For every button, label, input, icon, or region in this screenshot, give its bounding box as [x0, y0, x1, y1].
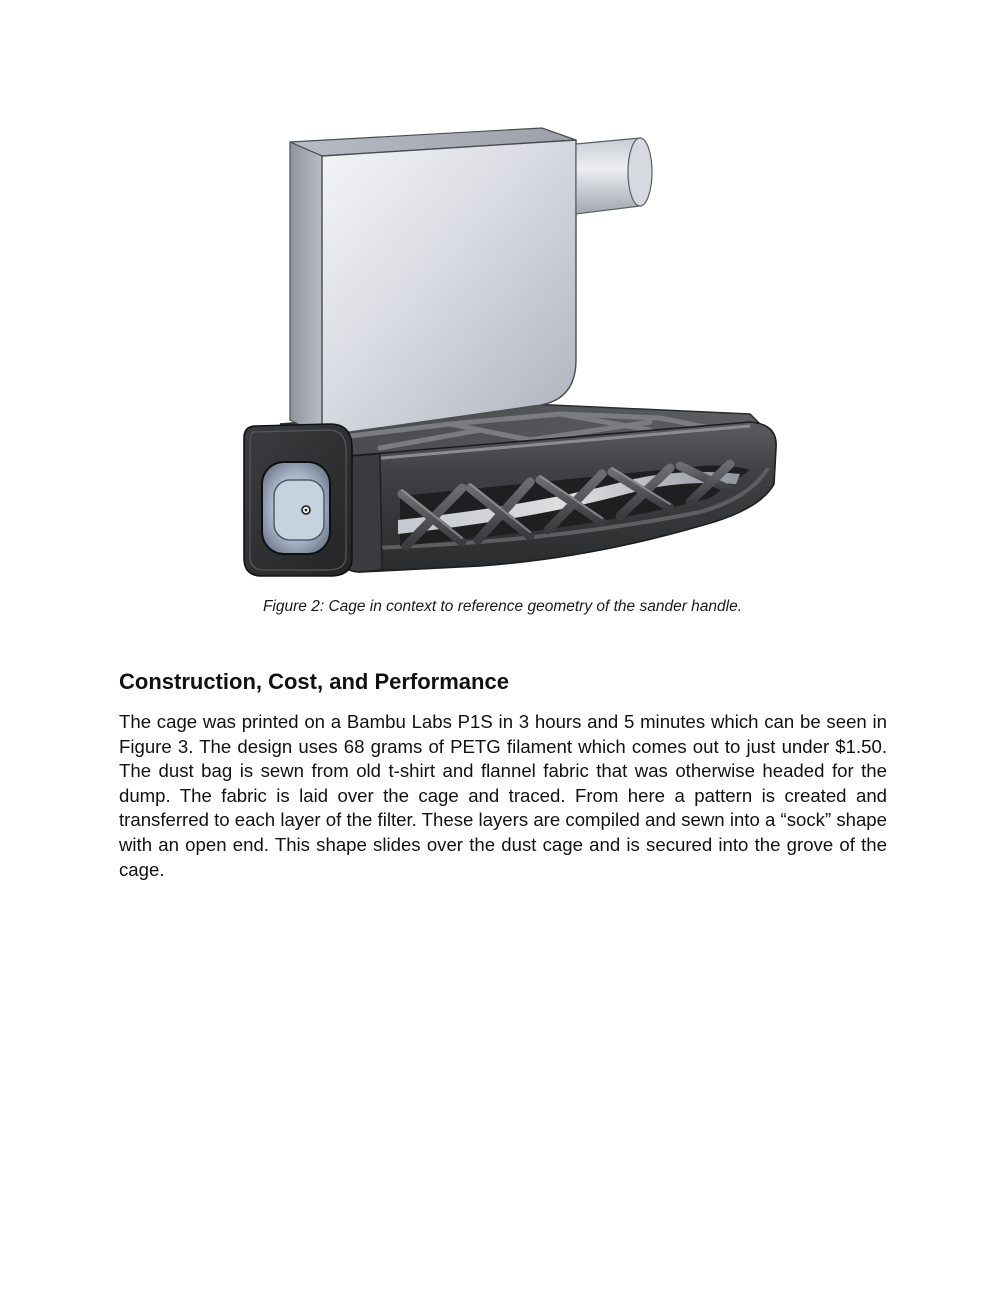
cage-figure-image — [230, 118, 790, 588]
section-paragraph: The cage was printed on a Bambu Labs P1S in 3 hours and 5 minutes which can be seen in Figure 3. The design uses 68 grams of PETG filament which comes out to just under $1.50. The dust bag is sewn from old t-shirt and flannel fabric that was otherwise headed for the dump. The fabric is laid over the cage and traced. From here a pattern is created and transferred to each layer of the filter. These layers are compiled and sewn into a “sock” shape with an open end. This shape slides over the dust cage and is secured into the grove of the cage. — [119, 711, 887, 880]
figure-caption: Figure 2: Cage in context to reference geometry of the sander handle. — [262, 598, 743, 615]
section-heading: Construction, Cost, and Performance — [119, 669, 509, 694]
